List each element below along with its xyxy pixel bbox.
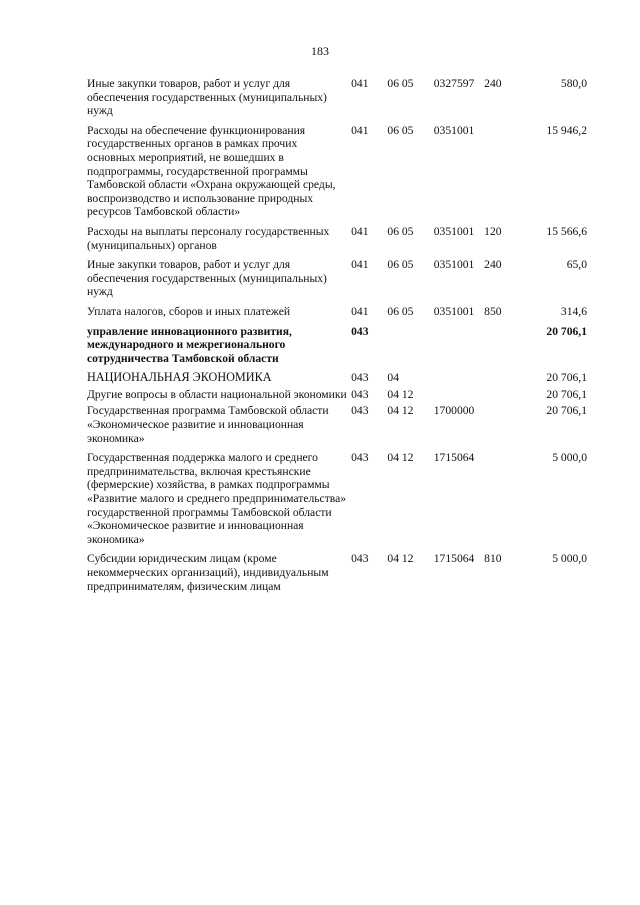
ministry-code-cell: 041 bbox=[351, 77, 369, 90]
table-row bbox=[87, 258, 587, 305]
table-row bbox=[87, 77, 587, 124]
section-code-cell bbox=[387, 325, 433, 372]
ministry-code-cell: 043 bbox=[351, 404, 369, 418]
section-code-cell: 04 12 bbox=[387, 552, 414, 566]
table-row bbox=[87, 371, 587, 388]
section-code-cell: 06 05 bbox=[387, 123, 414, 137]
expense-type-cell: 240 bbox=[484, 77, 502, 90]
amount-cell: 5 000,0 bbox=[552, 451, 587, 465]
row-name-cell: Государственная программа Тамбовской области «Экономическое развитие и инновационная экономика» bbox=[87, 404, 329, 445]
amount-cell: 15 566,6 bbox=[546, 224, 587, 238]
amount-cell: 20 706,1 bbox=[546, 387, 587, 401]
amount-cell: 65,0 bbox=[566, 258, 587, 272]
budget-table-body bbox=[87, 77, 587, 599]
target-article-cell: 0327597 bbox=[433, 77, 475, 90]
expense-type-cell: 120 bbox=[484, 224, 502, 238]
row-name-cell: Иные закупки товаров, работ и услуг для обеспечения государственных (муниципальных) нужд bbox=[87, 77, 327, 118]
amount-cell: 20 706,1 bbox=[546, 324, 587, 338]
section-code-cell: 04 12 bbox=[387, 451, 414, 465]
ministry-code-cell: 041 bbox=[351, 224, 369, 238]
section-code-cell: 06 05 bbox=[387, 224, 414, 238]
budget-table bbox=[87, 77, 587, 599]
expense-type-cell: 240 bbox=[484, 258, 502, 272]
row-name-cell: Государственная поддержка малого и среднего предпринимательства, включая крестьянские (фермерские) хозяйства, в рамках подпрограммы «Развитие малого и среднего предпринимательства» государственной программы Тамбовской области «Экономическое развитие и инновационная экономика» bbox=[87, 451, 347, 546]
page-number: 183 bbox=[311, 44, 329, 58]
expense-type-cell bbox=[484, 451, 526, 552]
target-article-cell bbox=[434, 388, 484, 405]
ministry-code-cell: 041 bbox=[351, 304, 369, 318]
row-name-cell: НАЦИОНАЛЬНАЯ ЭКОНОМИКА bbox=[87, 370, 272, 385]
expense-type-cell bbox=[484, 371, 526, 388]
target-article-cell: 0351001 bbox=[433, 258, 475, 272]
row-name-cell: Иные закупки товаров, работ и услуг для обеспечения государственных (муниципальных) нужд bbox=[87, 258, 327, 299]
table-row bbox=[87, 124, 587, 225]
ministry-code-cell: 043 bbox=[351, 324, 369, 338]
target-article-cell: 0351001 bbox=[433, 224, 475, 238]
section-code-cell: 06 05 bbox=[387, 258, 414, 272]
ministry-code-cell: 041 bbox=[351, 123, 369, 137]
amount-cell: 5 000,0 bbox=[552, 552, 587, 566]
target-article-cell bbox=[434, 371, 484, 388]
amount-cell: 314,6 bbox=[560, 304, 587, 318]
expense-type-cell bbox=[484, 404, 526, 451]
target-article-cell: 1715064 bbox=[433, 552, 475, 566]
row-name-cell: управление инновационного развития, международного и межрегионального сотрудничества Тамбовской области bbox=[87, 324, 292, 365]
row-name-cell: Другие вопросы в области национальной экономики bbox=[87, 387, 347, 401]
amount-cell: 20 706,1 bbox=[546, 404, 587, 418]
row-name-cell: Субсидии юридическим лицам (кроме некоммерческих организаций), индивидуальным предпринимателям, физическим лицам bbox=[87, 552, 329, 593]
table-row bbox=[87, 388, 587, 405]
section-code-cell: 04 bbox=[387, 371, 399, 385]
expense-type-cell bbox=[484, 388, 526, 405]
target-article-cell: 1700000 bbox=[433, 404, 475, 418]
target-article-cell bbox=[434, 325, 484, 372]
section-code-cell: 04 12 bbox=[387, 387, 414, 401]
table-row bbox=[87, 325, 587, 372]
expense-type-cell: 810 bbox=[484, 552, 502, 566]
ministry-code-cell: 043 bbox=[351, 387, 369, 401]
section-code-cell: 04 12 bbox=[387, 404, 414, 418]
target-article-cell: 0351001 bbox=[433, 123, 475, 137]
ministry-code-cell: 043 bbox=[351, 371, 369, 385]
ministry-code-cell: 043 bbox=[351, 552, 369, 566]
target-article-cell: 0351001 bbox=[433, 304, 475, 318]
row-name-cell: Расходы на выплаты персоналу государственных (муниципальных) органов bbox=[87, 224, 330, 252]
target-article-cell: 1715064 bbox=[433, 451, 475, 465]
table-row bbox=[87, 225, 587, 258]
row-name-cell: Расходы на обеспечение функционирования государственных органов в рамках прочих основных мероприятий, не вошедших в подпрограммы, государственной программы Тамбовской области «Охрана окружающей среды, воспроизводство и использование природных ресурсов Тамбовской области» bbox=[87, 123, 336, 219]
amount-cell: 20 706,1 bbox=[546, 371, 587, 385]
ministry-code-cell: 043 bbox=[351, 451, 369, 465]
section-code-cell: 06 05 bbox=[387, 304, 414, 318]
table-row bbox=[87, 404, 587, 451]
expense-type-cell: 850 bbox=[484, 304, 502, 318]
table-row bbox=[87, 552, 587, 599]
table-row bbox=[87, 451, 587, 552]
expense-type-cell bbox=[484, 325, 526, 372]
table-row bbox=[87, 305, 587, 325]
amount-cell: 15 946,2 bbox=[546, 123, 587, 137]
amount-cell: 580,0 bbox=[560, 77, 587, 90]
expense-type-cell bbox=[484, 124, 526, 225]
ministry-code-cell: 041 bbox=[351, 258, 369, 272]
row-name-cell: Уплата налогов, сборов и иных платежей bbox=[87, 304, 291, 318]
section-code-cell: 06 05 bbox=[387, 77, 414, 90]
